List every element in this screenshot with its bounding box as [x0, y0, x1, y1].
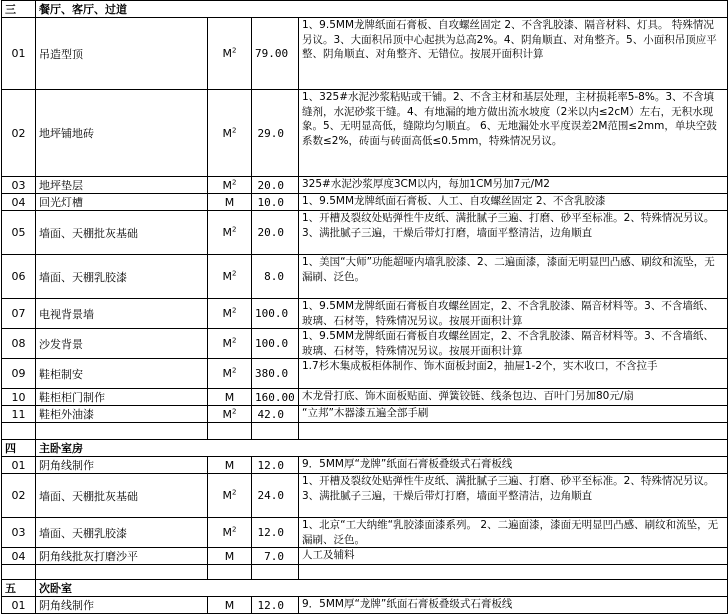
unit-exponent: 2 — [232, 488, 237, 497]
section-title: 主卧室房 — [36, 440, 208, 457]
item-price: 100.0 — [252, 329, 299, 359]
item-unit — [208, 211, 252, 255]
item-name: 地坪垫层 — [36, 177, 208, 194]
table-row — [2, 194, 728, 211]
unit-exponent: 2 — [232, 336, 237, 345]
item-unit — [208, 329, 252, 359]
section-number: 三 — [2, 1, 36, 18]
table-row — [2, 177, 728, 194]
item-price: 42.0 — [252, 406, 299, 423]
quotation-table — [1, 0, 728, 614]
blank-cell — [299, 565, 728, 580]
table-row — [2, 457, 728, 474]
table-row — [2, 548, 728, 565]
item-price: 12.0 — [252, 518, 299, 548]
item-unit — [208, 389, 252, 406]
item-unit — [208, 457, 252, 474]
item-description: 1、9.5MM龙牌纸面石膏板、自攻螺丝固定 2、不含乳胶漆、隔音材料、灯具。 特殊情况另议。3、大面积吊顶中心起拱为总高2%。4、阴角顺直、对角整齐。5、小面积吊顶应平整、阴角顺直、对角整齐、无错位。按展开面积计算 — [299, 18, 728, 90]
item-description: 1、9.5MM龙牌纸面石膏板、人工、自攻螺丝固定 2、不含乳胶漆 — [299, 194, 728, 211]
table-row — [2, 18, 728, 90]
section-filler — [208, 1, 728, 18]
item-name: 鞋柜制安 — [36, 359, 208, 389]
unit-exponent: 2 — [232, 366, 237, 375]
item-number: 02 — [2, 474, 36, 518]
item-number: 10 — [2, 389, 36, 406]
item-description: 人工及辅料 — [299, 548, 728, 565]
item-unit — [208, 90, 252, 177]
table-row — [2, 359, 728, 389]
unit-label: M — [224, 195, 235, 209]
unit-exponent: 2 — [232, 125, 237, 134]
section-header-row — [2, 1, 728, 18]
item-unit — [208, 548, 252, 565]
item-name: 鞋柜柜门制作 — [36, 389, 208, 406]
section-title: 次卧室 — [36, 580, 208, 597]
item-price: 10.0 — [252, 194, 299, 211]
unit-label: M — [222, 526, 233, 539]
unit-label: M — [222, 270, 233, 283]
unit-label: M — [224, 390, 235, 404]
item-description: 1、325#水泥沙浆粘贴或干铺。2、不含主材和基层处理，主材损耗率5-8%。3、不含填缝剂，水泥砂浆干缝。4、有地漏的地方做出流水坡度（2米以内≤2cM）左右，无积水现象。5、无明显高低，缝隙均匀顺直。 6、无地漏处水平度误差2M范围≤2mm，单块空鼓系数≤2%，砖面与砖面高低≤0.5mm，特殊情况另议。 — [299, 90, 728, 177]
table-row — [2, 90, 728, 177]
unit-label: M — [222, 178, 233, 192]
table-row — [2, 329, 728, 359]
table-row — [2, 406, 728, 423]
table-row — [2, 597, 728, 614]
blank-cell — [208, 565, 252, 580]
blank-cell — [36, 423, 208, 440]
item-price: 24.0 — [252, 474, 299, 518]
item-unit — [208, 18, 252, 90]
item-unit — [208, 474, 252, 518]
item-unit — [208, 406, 252, 423]
item-unit — [208, 194, 252, 211]
item-description: 325#水泥沙浆厚度3CM以内，每加1CM另加7元/M2 — [299, 177, 728, 194]
item-description: 1、开槽及裂纹处贴弹性牛皮纸、满批腻子三遍、打磨、砂平至标准。2、特殊情况另议。3、满批腻子三遍，干燥后带灯打磨，墙面平整清洁，边角顺直 — [299, 474, 728, 518]
unit-exponent: 2 — [232, 46, 237, 55]
unit-label: M — [222, 367, 233, 380]
item-number: 02 — [2, 90, 36, 177]
item-price: 12.0 — [252, 597, 299, 614]
item-price: 380.0 — [252, 359, 299, 389]
table-row — [2, 518, 728, 548]
item-number: 04 — [2, 194, 36, 211]
unit-exponent: 2 — [232, 269, 237, 278]
item-unit — [208, 299, 252, 329]
item-price: 20.0 — [252, 211, 299, 255]
section-title: 餐厅、客厅、过道 — [36, 1, 208, 18]
item-name: 墙面、天棚乳胶漆 — [36, 255, 208, 299]
item-description: 9．5MM厚“龙牌”纸面石膏板叠级式石膏板线 — [299, 457, 728, 474]
item-description: 1、美国“大师”功能超哑内墙乳胶漆、2、二遍面漆，漆面无明显凹凸感、刷纹和流坠，无漏刷、泛色。 — [299, 255, 728, 299]
unit-exponent: 2 — [232, 225, 237, 234]
blank-cell — [2, 565, 36, 580]
item-number: 01 — [2, 18, 36, 90]
blank-cell — [299, 423, 728, 440]
section-filler — [208, 440, 728, 457]
item-name: 墙面、天棚批灰基础 — [36, 474, 208, 518]
item-unit — [208, 255, 252, 299]
item-description: 1.7杉木集成板柜体制作、饰木面板封面2，抽屉1-2个，实木收口，不含拉手 — [299, 359, 728, 389]
item-price: 20.0 — [252, 177, 299, 194]
item-name: 墙面、天棚批灰基础 — [36, 211, 208, 255]
blank-cell — [2, 423, 36, 440]
item-name: 地坪铺地砖 — [36, 90, 208, 177]
item-name: 电视背景墙 — [36, 299, 208, 329]
section-number: 五 — [2, 580, 36, 597]
section-header-row — [2, 440, 728, 457]
blank-cell — [252, 423, 299, 440]
blank-cell — [36, 565, 208, 580]
unit-label: M — [222, 47, 233, 60]
item-description: 9．5MM厚“龙牌”纸面石膏板叠级式石膏板线 — [299, 597, 728, 614]
unit-label: M — [224, 549, 235, 563]
item-unit — [208, 359, 252, 389]
item-number: 06 — [2, 255, 36, 299]
item-unit — [208, 518, 252, 548]
item-number: 11 — [2, 406, 36, 423]
blank-row — [2, 423, 728, 440]
item-price: 160.00 — [252, 389, 299, 406]
item-number: 09 — [2, 359, 36, 389]
unit-label: M — [222, 226, 233, 239]
item-number: 04 — [2, 548, 36, 565]
table-row — [2, 474, 728, 518]
unit-exponent: 2 — [232, 406, 237, 415]
item-number: 08 — [2, 329, 36, 359]
unit-label: M — [222, 307, 233, 320]
item-description: 木龙骨打底、饰木面板贴面、弹簧铰链、线条包边、百叶门另加80元/扇 — [299, 389, 728, 406]
item-price: 29.0 — [252, 90, 299, 177]
item-description: 1、开槽及裂纹处贴弹性牛皮纸、满批腻子三遍、打磨、砂平至标准。2、特殊情况另议。3、满批腻子三遍，干燥后带灯打磨，墙面平整清洁，边角顺直 — [299, 211, 728, 255]
item-name: 墙面、天棚乳胶漆 — [36, 518, 208, 548]
section-number: 四 — [2, 440, 36, 457]
item-name: 阴角线制作 — [36, 597, 208, 614]
unit-label: M — [224, 458, 235, 472]
unit-exponent: 2 — [232, 177, 237, 186]
item-number: 01 — [2, 597, 36, 614]
item-description: “立邦”木器漆五遍全部手刷 — [299, 406, 728, 423]
item-price: 100.0 — [252, 299, 299, 329]
table-row — [2, 299, 728, 329]
unit-label: M — [222, 489, 233, 502]
section-filler — [208, 580, 728, 597]
item-price: 79.00 — [252, 18, 299, 90]
item-name: 沙发背景 — [36, 329, 208, 359]
item-number: 01 — [2, 457, 36, 474]
unit-exponent: 2 — [232, 306, 237, 315]
item-name: 回光灯槽 — [36, 194, 208, 211]
item-name: 鞋柜外油漆 — [36, 406, 208, 423]
unit-label: M — [222, 407, 233, 421]
unit-label: M — [222, 337, 233, 350]
item-name: 阴角线制作 — [36, 457, 208, 474]
section-header-row — [2, 580, 728, 597]
item-number: 03 — [2, 177, 36, 194]
unit-label: M — [224, 598, 235, 612]
item-price: 8.0 — [252, 255, 299, 299]
item-unit — [208, 597, 252, 614]
unit-label: M — [222, 126, 233, 140]
item-number: 07 — [2, 299, 36, 329]
item-description: 1、9.5MM龙牌纸面石膏板自攻螺丝固定，2、不含乳胶漆、隔音材料等。3、不含墙纸、玻璃、石材等，特殊情况另议。按展开面积计算 — [299, 329, 728, 359]
item-number: 03 — [2, 518, 36, 548]
quotation-table-body — [2, 1, 728, 614]
table-row — [2, 255, 728, 299]
blank-cell — [208, 423, 252, 440]
item-description: 1、北京“工大纳维“乳胶漆面漆系列。 2、二遍面漆，漆面无明显凹凸感、刷纹和流坠，无漏刷、泛色。 — [299, 518, 728, 548]
blank-cell — [252, 565, 299, 580]
item-price: 12.0 — [252, 457, 299, 474]
item-unit — [208, 177, 252, 194]
item-description: 1、9.5MM龙牌纸面石膏板自攻螺丝固定，2、不含乳胶漆、隔音材料等。3、不含墙纸、玻璃、石材等，特殊情况另议。按展开面积计算 — [299, 299, 728, 329]
table-row — [2, 389, 728, 406]
item-price: 7.0 — [252, 548, 299, 565]
item-name: 吊造型顶 — [36, 18, 208, 90]
blank-row — [2, 565, 728, 580]
item-name: 阴角线批灰打磨沙平 — [36, 548, 208, 565]
table-row — [2, 211, 728, 255]
unit-exponent: 2 — [232, 525, 237, 534]
item-number: 05 — [2, 211, 36, 255]
